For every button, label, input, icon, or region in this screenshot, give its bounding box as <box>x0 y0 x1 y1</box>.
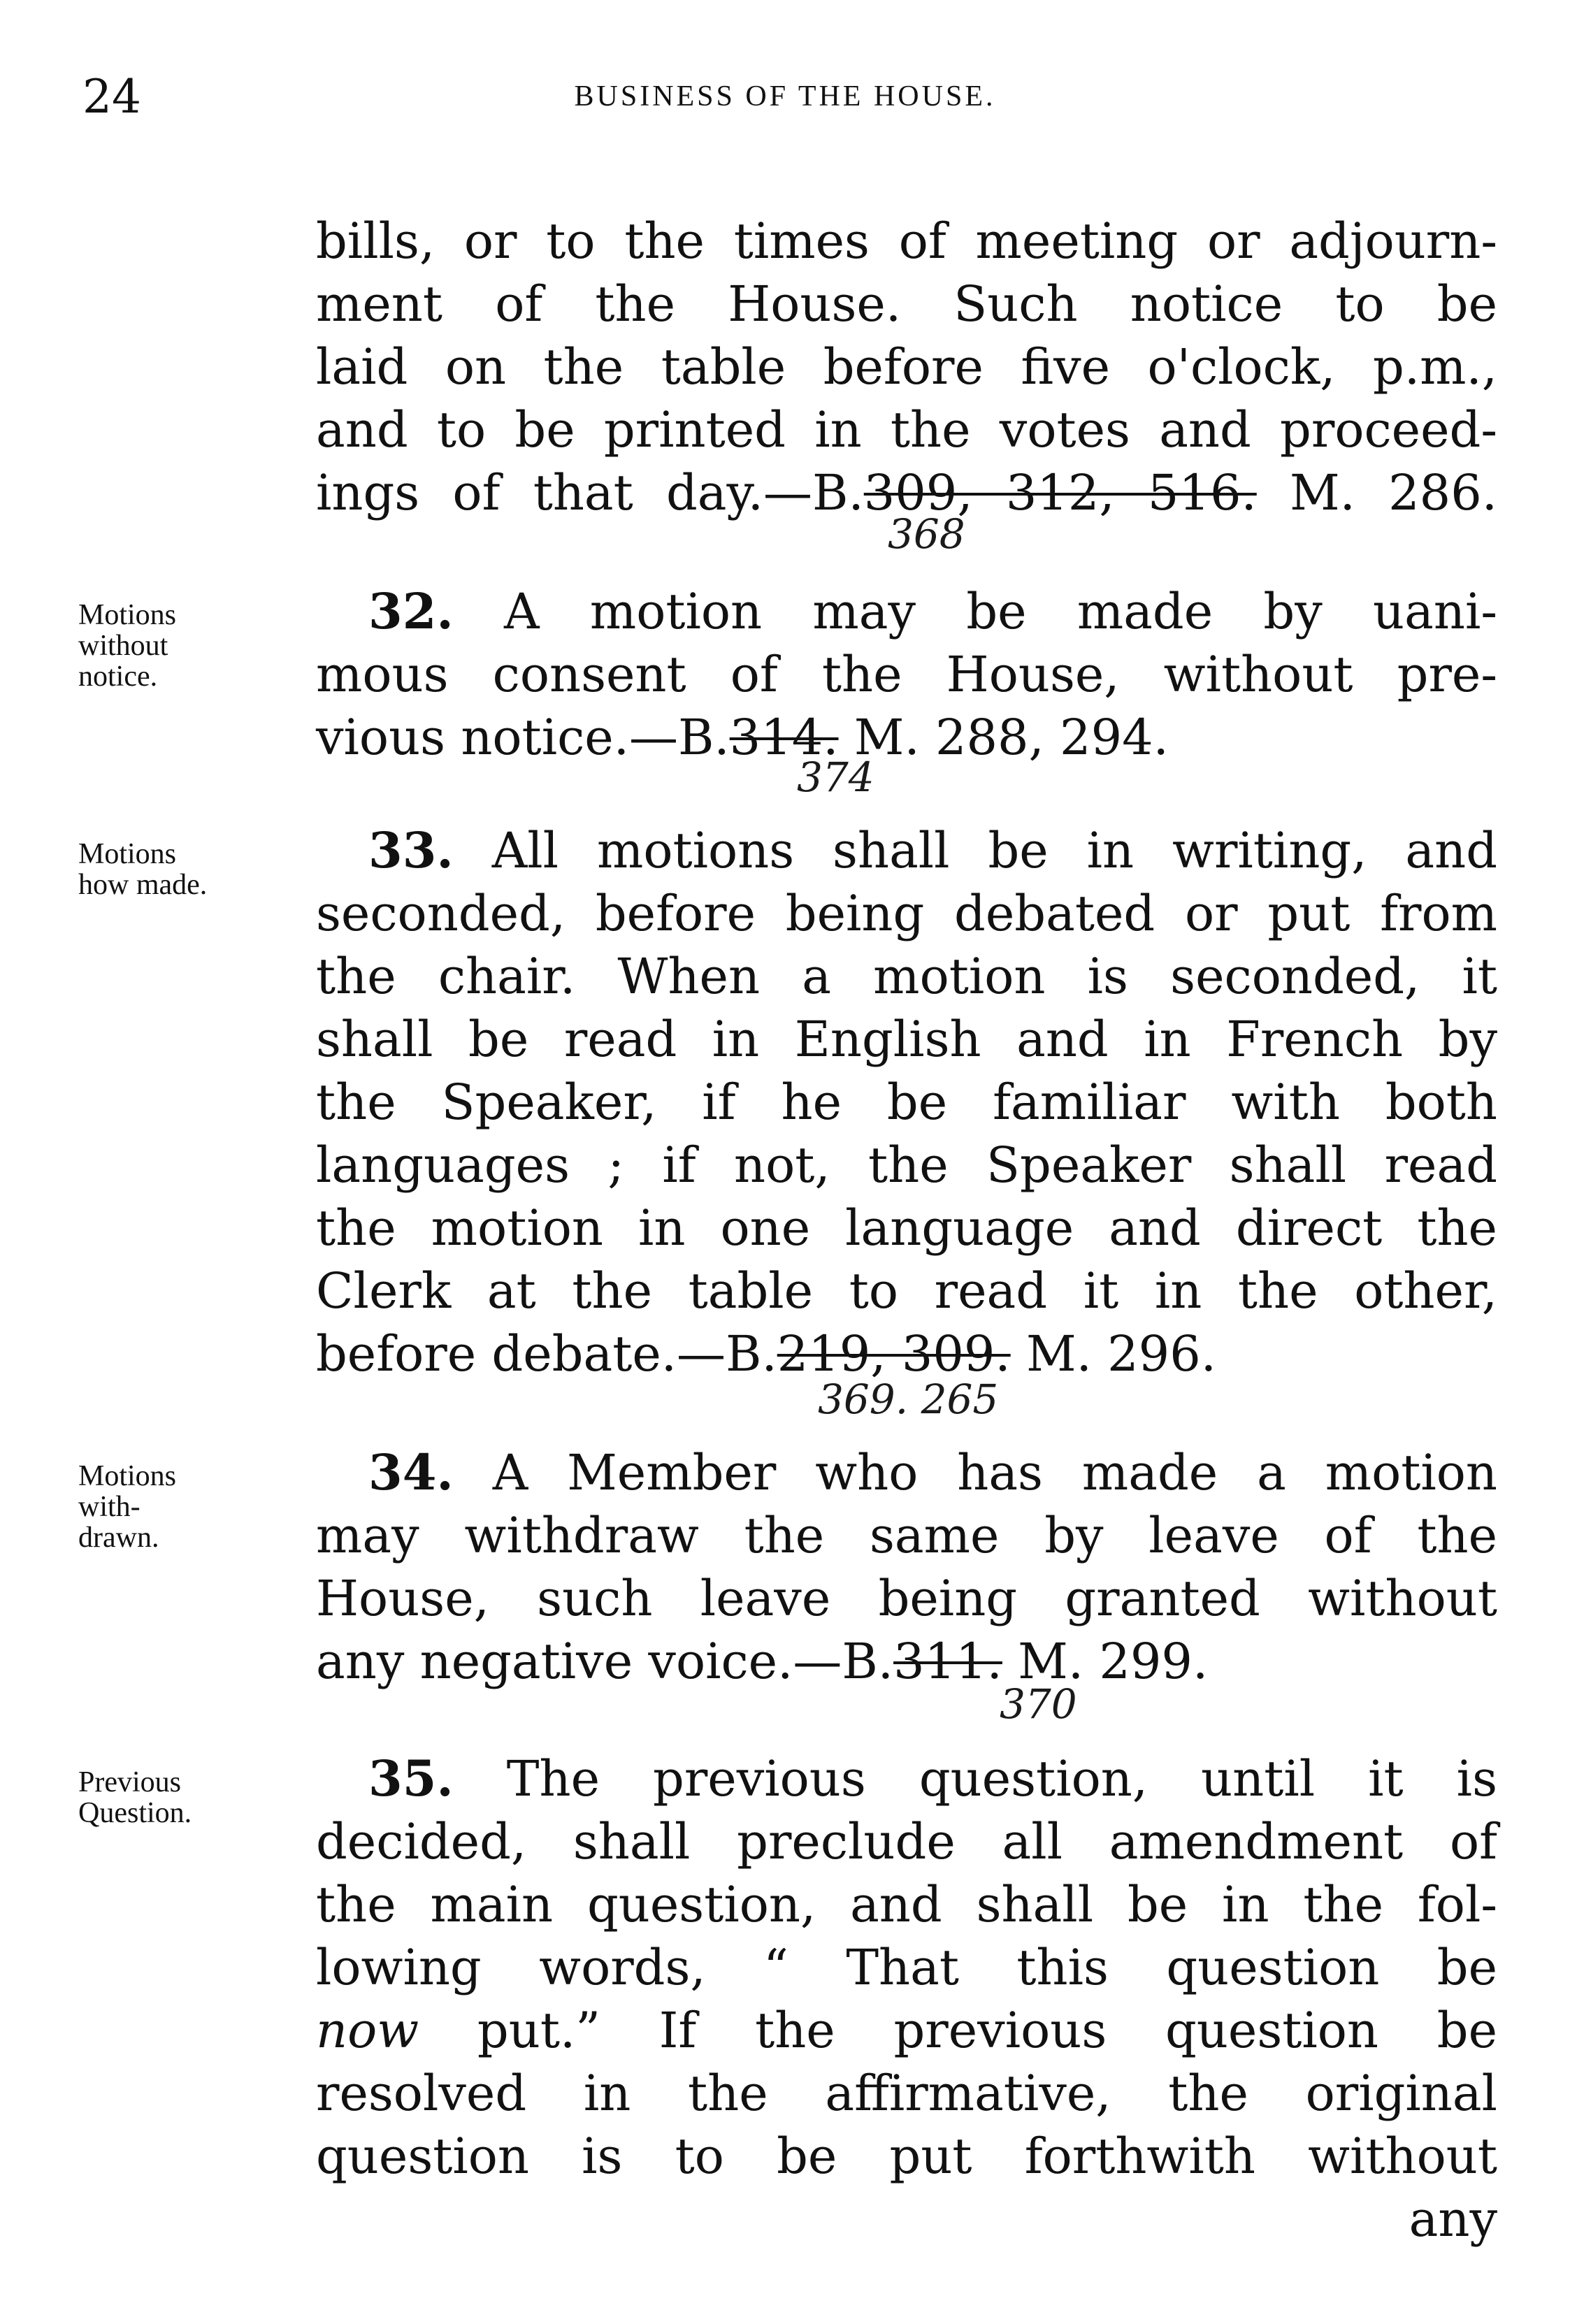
handwritten-annotation: 374 <box>797 753 874 801</box>
rule-number: 34. <box>368 1443 454 1501</box>
rule-number: 32. <box>368 582 454 640</box>
text-run: ings of that day.—B. <box>316 464 864 521</box>
struck-citation: 314. <box>729 709 839 766</box>
struck-citation: 311. <box>893 1633 1002 1690</box>
body-line: lowing words, “ That this question be <box>316 1939 1497 1996</box>
margin-note-rule-33 <box>78 839 288 900</box>
handwritten-annotation: 370 <box>1000 1680 1077 1728</box>
handwritten-annotation: 368 <box>888 510 965 558</box>
body-line: Clerk at the table to read it in the other, <box>316 1262 1497 1320</box>
body-line: House, such leave being granted without <box>316 1570 1497 1627</box>
text-run: A motion may be made by uani- <box>453 583 1497 640</box>
body-line: the main question, and shall be in the fol- <box>316 1876 1497 1933</box>
text-run: M. 296. <box>1010 1325 1216 1383</box>
text-run: M. 288, 294. <box>838 709 1169 766</box>
body-line <box>316 1999 1497 2062</box>
catchword: any <box>1409 2191 1497 2248</box>
struck-citation: 309, 312, 516. <box>863 464 1257 521</box>
rule-33-line <box>316 819 1497 882</box>
margin-note-line: drawn. <box>78 1522 159 1554</box>
margin-note-line: how made. <box>78 869 208 901</box>
text-run: put.” If the previous question be <box>419 2002 1497 2059</box>
text-run: M. 299. <box>1002 1633 1209 1690</box>
struck-citation: 219, 309. <box>777 1325 1011 1383</box>
italic-word: now <box>316 2002 419 2059</box>
text-run: All motions shall be in writing, and <box>453 822 1497 879</box>
body-line: the motion in one language and direct the <box>316 1199 1497 1257</box>
text-run: A Member who has made a motion <box>453 1444 1497 1501</box>
text-run: any negative voice.—B. <box>316 1633 894 1690</box>
body-line: mous consent of the House, without pre- <box>316 646 1497 703</box>
text-run: vious notice.—B. <box>316 709 730 766</box>
body-line: resolved in the affirmative, the original <box>316 2065 1497 2122</box>
margin-note-line: Previous <box>78 1766 181 1798</box>
margin-note-line: Motions <box>78 1460 177 1492</box>
rule-32-line <box>316 580 1497 643</box>
margin-note-rule-35 <box>78 1767 288 1828</box>
body-line: the Speaker, if he be familiar with both <box>316 1074 1497 1131</box>
handwritten-annotation: 369. 265 <box>818 1376 999 1423</box>
rule-number: 33. <box>368 821 454 879</box>
body-line: question is to be put forthwith without <box>316 2128 1497 2185</box>
text-run: before debate.—B. <box>316 1325 777 1383</box>
margin-note-line: Motions <box>78 838 177 870</box>
running-head <box>0 70 1570 133</box>
body-line: may withdraw the same by leave of the <box>316 1507 1497 1564</box>
margin-note-line: notice. <box>78 661 158 693</box>
body-line: bills, or to the times of meeting or adjourn- <box>316 212 1497 270</box>
margin-note-rule-34 <box>78 1461 288 1553</box>
text-run: The previous question, until it is <box>453 1750 1497 1807</box>
body-line: decided, shall preclude all amendment of <box>316 1813 1497 1870</box>
page-number: 24 <box>82 70 141 124</box>
body-line: laid on the table before five o'clock, p.m., <box>316 338 1497 396</box>
rule-number: 35. <box>368 1749 454 1807</box>
body-line: the chair. When a motion is seconded, it <box>316 948 1497 1005</box>
rule-34-line <box>316 1441 1497 1504</box>
body-line <box>316 1630 1497 1693</box>
text-run: M. 286. <box>1256 464 1497 521</box>
body-line: shall be read in English and in French by <box>316 1011 1497 1068</box>
margin-note-line: Motions <box>78 599 177 631</box>
margin-note-line: without <box>78 630 168 662</box>
body-line: ment of the House. Such notice to be <box>316 275 1497 333</box>
body-line <box>316 706 1497 769</box>
margin-note-line: with- <box>78 1491 141 1523</box>
body-line: and to be printed in the votes and proceed- <box>316 401 1497 459</box>
running-title: BUSINESS OF THE HOUSE. <box>574 80 996 113</box>
body-line: seconded, before being debated or put from <box>316 885 1497 942</box>
body-line: languages ; if not, the Speaker shall read <box>316 1136 1497 1194</box>
rule-35-line <box>316 1747 1497 1810</box>
margin-note-rule-32 <box>78 600 288 692</box>
margin-note-line: Question. <box>78 1797 192 1829</box>
